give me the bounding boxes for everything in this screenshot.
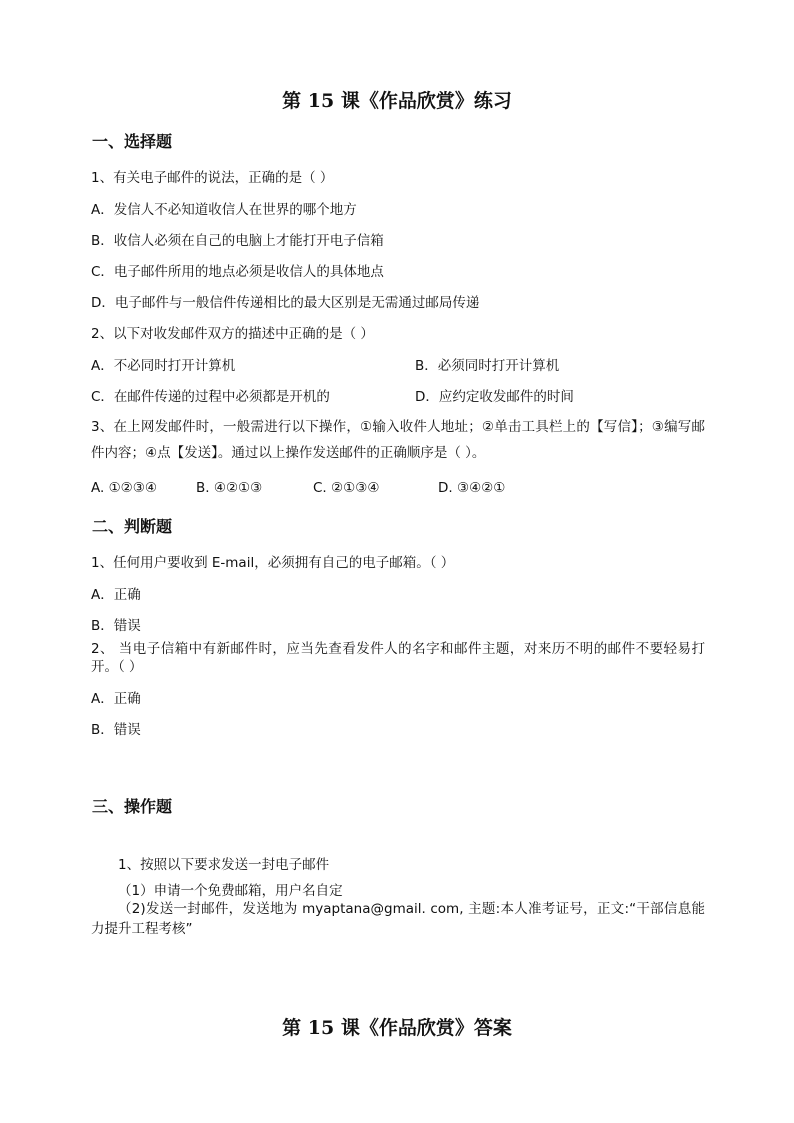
choice-q1-stem: 1、有关电子邮件的说法，正确的是（ ）: [91, 170, 334, 186]
choice-q1-option-c: C．电子邮件所用的地点必须是收信人的具体地点: [91, 264, 384, 280]
judge-q2-option-b: B．错误: [91, 722, 141, 738]
section-heading-choice: 一、选择题: [92, 132, 173, 151]
judge-q1-option-b: B．错误: [91, 618, 141, 634]
choice-q1-option-a: A．发信人不必知道收信人在世界的哪个地方: [91, 202, 357, 218]
choice-q2-option-b: B．必须同时打开计算机: [415, 358, 560, 374]
page-title: 第 15 课《作品欣赏》练习: [282, 90, 512, 112]
operation-step-1: （1）申请一个免费邮箱，用户名自定: [118, 883, 343, 899]
choice-q2-option-a: A．不必同时打开计算机: [91, 358, 236, 374]
section-heading-judge: 二、判断题: [92, 517, 173, 536]
choice-q3-option-d: D. ③④②①: [438, 480, 506, 496]
operation-step-2: （2)发送一封邮件，发送地为 myaptana@gmail. com, 主题:本人准考证号，正文:“干部信息能力提升工程考核”: [91, 901, 705, 937]
judge-q2-option-a: A．正确: [91, 691, 141, 707]
judge-q2-stem: 2、 当电子信箱中有新邮件时，应当先查看发件人的名字和邮件主题，对来历不明的邮件不要轻易打开。（ ）: [91, 641, 705, 675]
answer-title: 第 15 课《作品欣赏》答案: [282, 1017, 512, 1039]
choice-q3-option-a: A. ①②③④: [91, 480, 157, 496]
operation-q1-stem: 1、按照以下要求发送一封电子邮件: [118, 857, 330, 873]
judge-q1-stem: 1、任何用户要收到 E-mail，必须拥有自己的电子邮箱。（ ）: [91, 555, 455, 571]
choice-q1-option-d: D．电子邮件与一般信件传递相比的最大区别是无需通过邮局传递: [91, 295, 480, 311]
choice-q2-option-c: C．在邮件传递的过程中必须都是开机的: [91, 389, 330, 405]
choice-q2-stem: 2、以下对收发邮件双方的描述中正确的是（ ）: [91, 326, 374, 342]
choice-q3-option-b: B. ④②①③: [196, 480, 263, 496]
choice-q1-option-b: B．收信人必须在自己的电脑上才能打开电子信箱: [91, 233, 384, 249]
section-heading-operation: 三、操作题: [92, 797, 173, 816]
judge-q1-option-a: A．正确: [91, 587, 141, 603]
choice-q2-option-d: D．应约定收发邮件的时间: [415, 389, 574, 405]
choice-q3-stem: 3、在上网发邮件时，一般需进行以下操作，①输入收件人地址；②单击工具栏上的【写信】；③编写邮件内容；④点【发送】。通过以上操作发送邮件的正确顺序是（ ）。: [91, 419, 705, 461]
choice-q3-option-c: C. ②①③④: [313, 480, 380, 496]
